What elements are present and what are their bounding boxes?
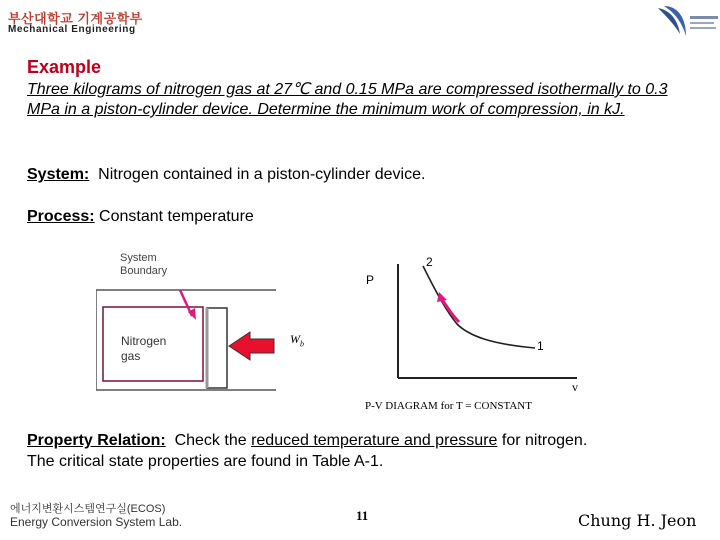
work-subscript: b (300, 339, 304, 349)
isotherm-curve (423, 266, 535, 348)
state-1-label: 1 (537, 339, 544, 353)
system-colon: : (83, 166, 90, 183)
property-label: Property Relation (27, 432, 161, 449)
problem-statement: Three kilograms of nitrogen gas at 27℃ and 0.15 MPa are compressed isothermally to 0.3 MPa in a piston-cylinder device. Determine the minimum work of compression, in kJ. (27, 81, 668, 118)
pv-diagram-caption: P-V DIAGRAM for T = CONSTANT (365, 400, 532, 412)
property-text-end: for nitrogen. (497, 432, 588, 449)
work-arrow (229, 332, 274, 360)
property-colon: : (160, 432, 166, 449)
university-logo-icon (650, 2, 720, 47)
system-label: System (27, 166, 84, 183)
header-department-name: Mechanical Engineering (8, 24, 136, 35)
work-symbol: W (290, 332, 300, 346)
process-line (27, 208, 254, 226)
process-direction-arrow (441, 298, 459, 322)
property-text-underlined: reduced temperature and pressure (251, 432, 498, 449)
footer-lab-english: Energy Conversion System Lab. (10, 515, 183, 529)
footer-lab-korean: 에너지변환시스템연구실(ECOS) (10, 503, 166, 515)
process-colon: : (89, 208, 95, 225)
page-number: 11 (356, 508, 369, 523)
nitrogen-gas-label: Nitrogen gas (121, 334, 167, 363)
state-2-label: 2 (426, 255, 433, 269)
system-line (27, 166, 425, 184)
work-label (290, 332, 304, 348)
property-relation (27, 430, 707, 472)
p-axis-label: P (366, 273, 375, 287)
pv-diagram (395, 258, 580, 382)
property-text-line2: The critical state properties are found in Table A-1. (27, 453, 384, 470)
header-university-name: 부산대학교 기계공학부 (8, 11, 143, 26)
process-text: Constant temperature (99, 208, 254, 225)
system-text: Nitrogen contained in a piston-cylinder device. (98, 166, 426, 183)
system-boundary-label: System Boundary (120, 252, 168, 277)
property-text-start: Check the (174, 432, 252, 449)
process-label: Process (27, 208, 90, 225)
slide-title: Example (27, 57, 102, 77)
piston (207, 308, 227, 388)
v-axis-label: v (572, 380, 578, 394)
author-name: Chung H. Jeon (578, 511, 697, 530)
